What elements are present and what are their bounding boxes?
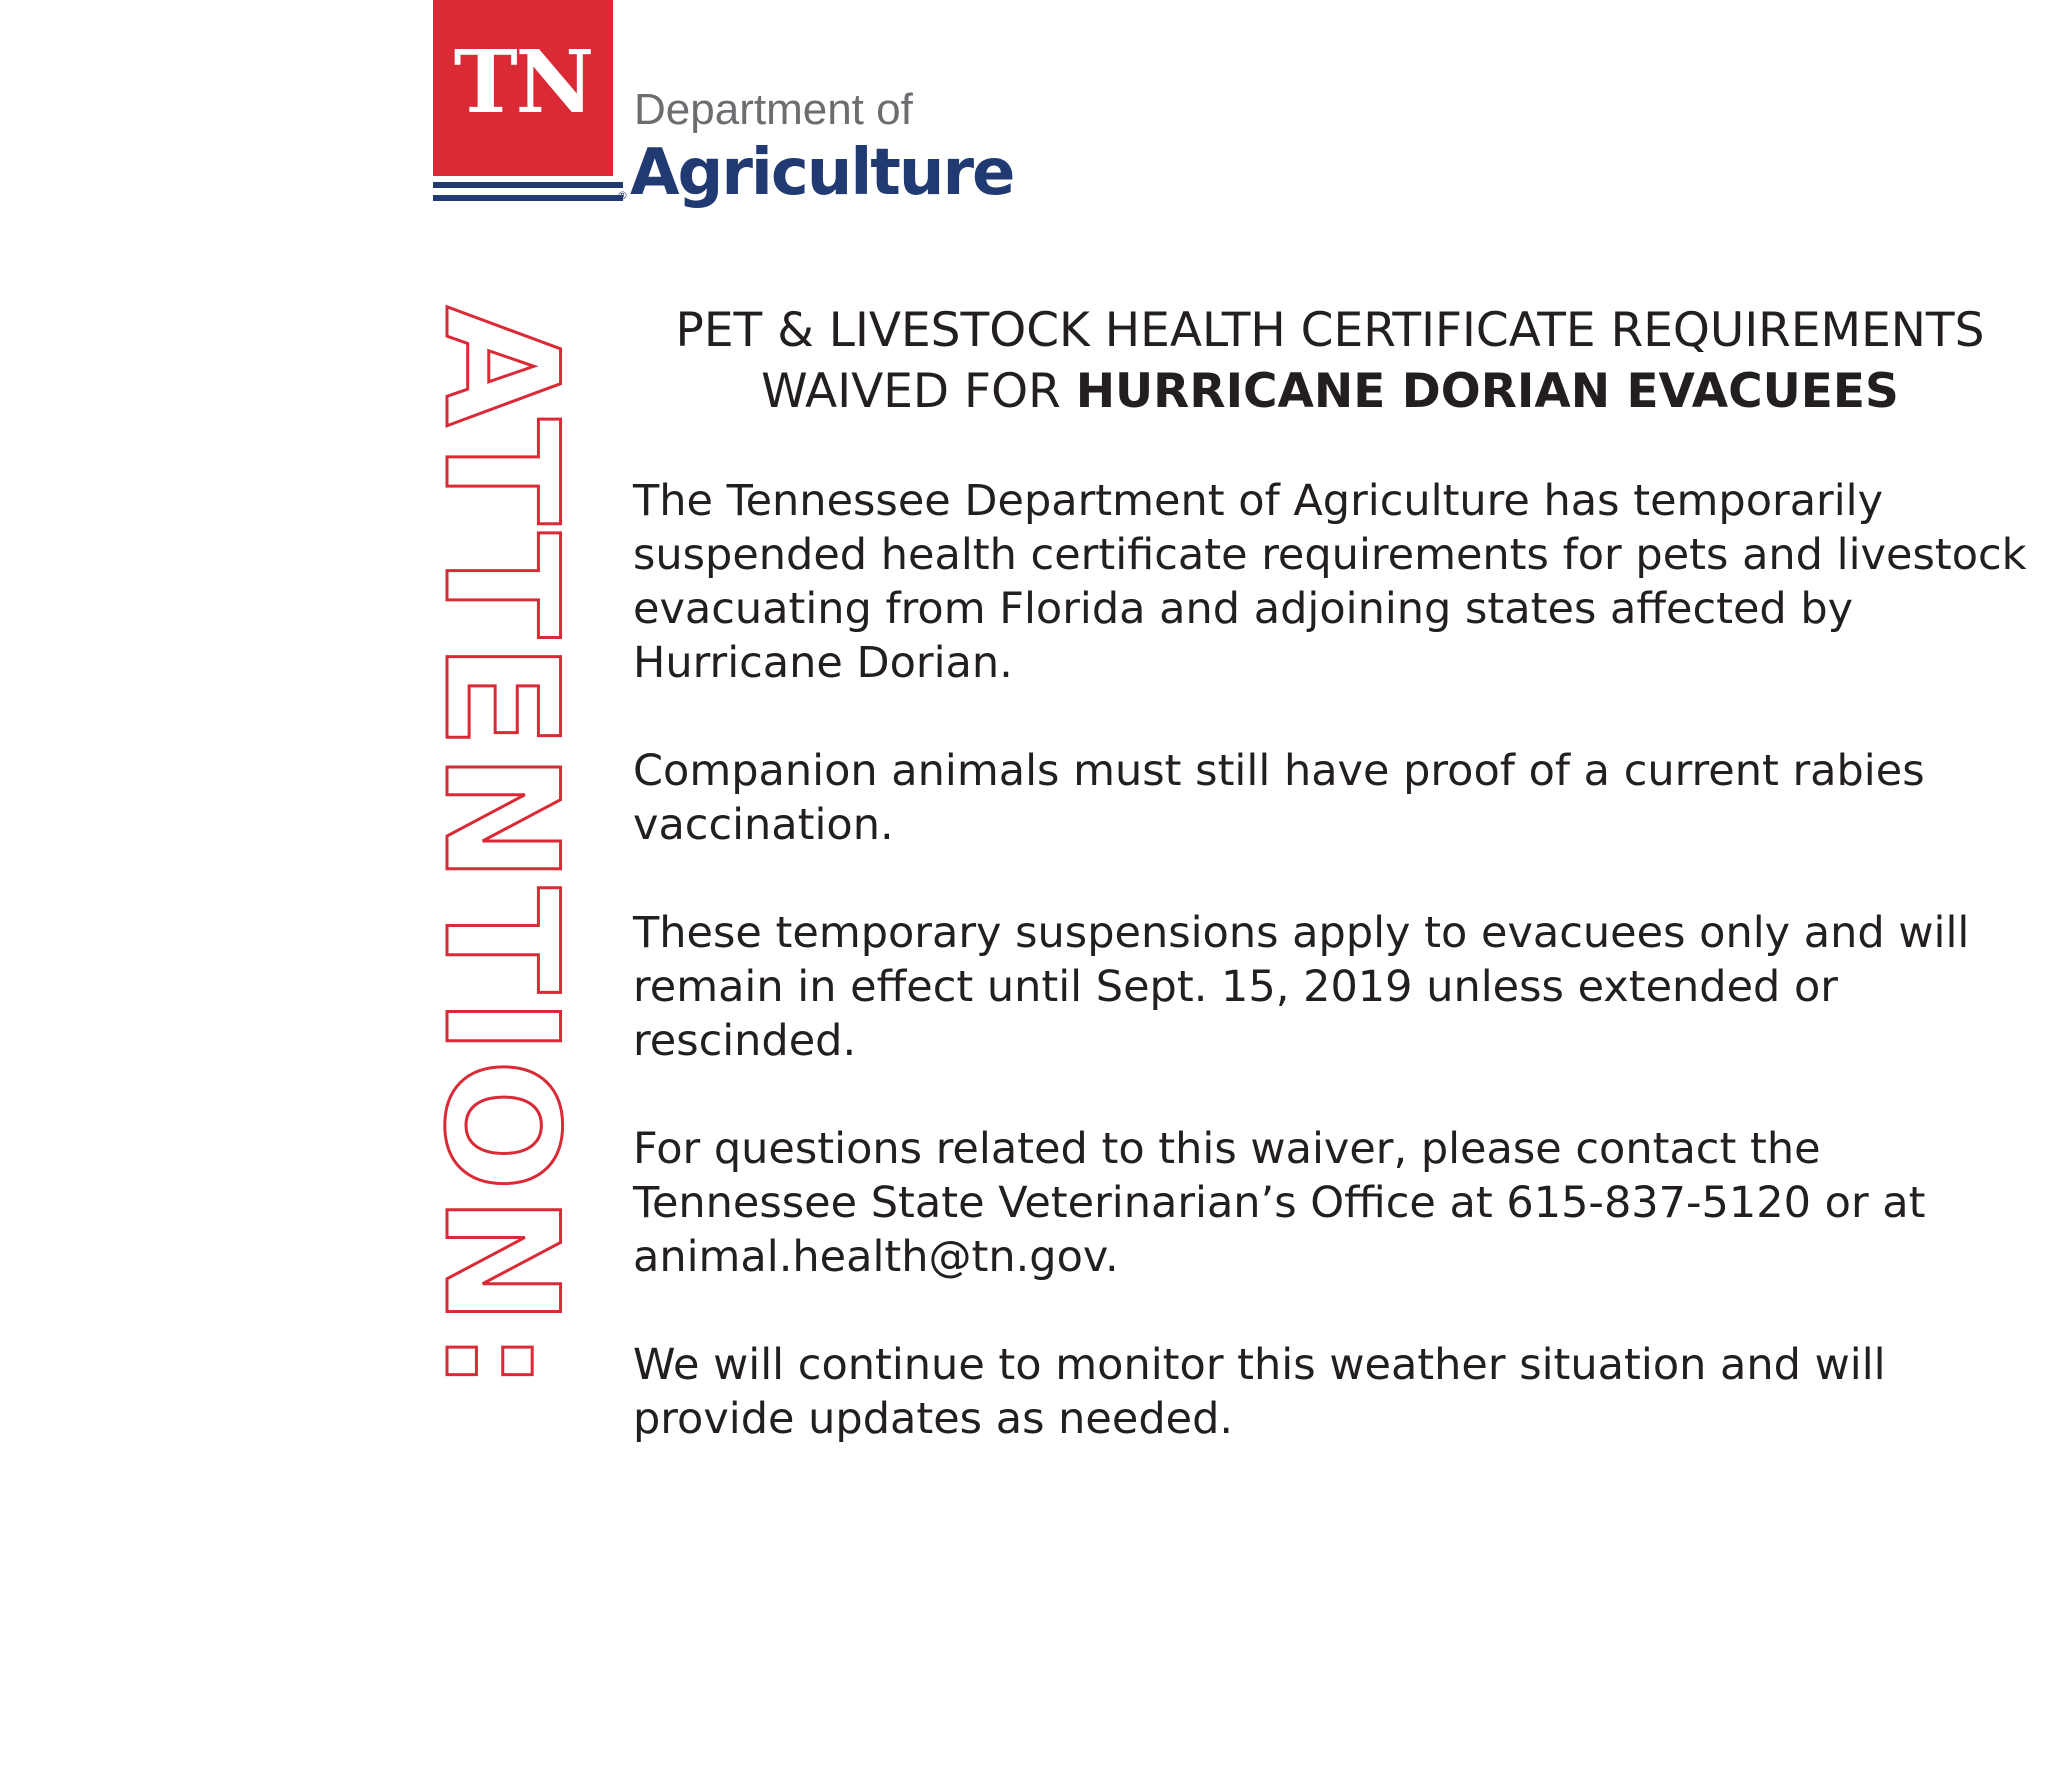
heading-line-1: PET & LIVESTOCK HEALTH CERTIFICATE REQUIREMENTS: [675, 303, 1985, 358]
logo-department-line: Department of: [634, 85, 913, 134]
notice-body: [633, 474, 2033, 1500]
tn-agriculture-logo: [433, 0, 1013, 215]
paragraph-rabies: Companion animals must still have proof of a current rabies vaccination.: [633, 746, 1925, 850]
paragraph-suspension: The Tennessee Department of Agriculture has temporarily suspended health certificate requirements for pets and livestock evacuating from Florida and adjoining states affected by Hurricane Dorian.: [633, 476, 2027, 688]
logo-stripe-top: [433, 182, 623, 188]
heading-line-2: [630, 361, 2030, 422]
attention-outline-graphic: [410, 306, 592, 1397]
heading-line-2-emphasis: HURRICANE DORIAN EVACUEES: [1075, 364, 1899, 419]
notice-heading: [630, 300, 2030, 422]
logo-red-box: [433, 0, 613, 176]
logo-agriculture-line: Agriculture: [630, 136, 1014, 210]
paragraph-effective-dates: These temporary suspensions apply to evacuees only and will remain in effect until Sept. 15, 2019 unless extended or rescinded.: [633, 908, 1970, 1066]
paragraph-contact: For questions related to this waiver, please contact the Tennessee State Veterinarian’s Office at 615-837-5120 or at animal.health@tn.gov.: [633, 1124, 1926, 1282]
logo-stripe-bottom: [433, 195, 623, 201]
paragraph-monitoring: We will continue to monitor this weather situation and will provide updates as needed.: [633, 1340, 1886, 1444]
attention-text: ATTENTION:: [410, 306, 592, 1397]
heading-line-2-prefix: WAIVED FOR: [761, 364, 1076, 419]
logo-abbr: TN: [453, 32, 593, 133]
logo-registered-mark: ®: [617, 189, 628, 202]
